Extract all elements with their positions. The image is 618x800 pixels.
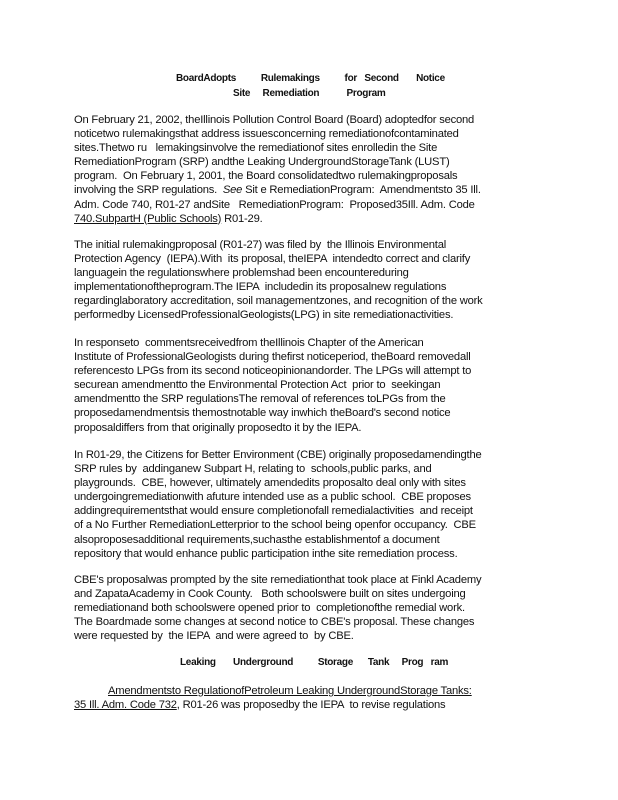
text-line (74, 684, 546, 698)
text-line: In R01-29, the Citizens for Better Environment (CBE) originally proposedamendingthe (74, 449, 482, 461)
text-line: remediationand both schoolswere opened prior to completionofthe remedial work. (74, 602, 465, 615)
text-line: repository that would enhance public participation inthe site remediation process. (74, 547, 458, 560)
text-line: implementationoftheprogram.The IEPA includedin its proposalnew regulations (74, 281, 447, 294)
text-line: and ZapataAcademy in Cook County. Both schoolswere built on sites undergoing (74, 588, 466, 601)
text-line: addingrequirementsthat would ensure completionofall remedialactivities and receipt (74, 505, 473, 518)
text-line: SRP rules by addinganew Subpart H, relating to schools,public parks, and (74, 463, 432, 476)
text-line (74, 698, 546, 712)
text-line: sites.Thetwo ru lemakingsinvolve the remediationof sites enrolledin the Site (74, 142, 438, 155)
paragraph-4 (74, 448, 546, 561)
paragraph-2 (74, 238, 546, 323)
text-line: referencesto LPGs from its second noticeopinionandorder. The LPGs will attempt to (74, 365, 472, 378)
text-line: The Boardmade some changes at second notice to CBE's proposal. These changes (74, 616, 475, 629)
paragraph-1 (74, 113, 546, 226)
text-line: undergoingremediationwith afuture intended use as a public school. CBE proposes (74, 491, 471, 504)
text-line: Protection Agency (IEPA).With its proposal, theIEPA intendedto correct and clarify (74, 253, 471, 266)
text-segment: R01-29. (221, 212, 263, 225)
text-line: were requested by the IEPA and were agreed to by CBE. (74, 630, 354, 643)
paragraph-6 (74, 684, 546, 712)
text-segment: , R01-26 was proposedby the IEPA to revise regulations (176, 699, 446, 712)
lust-regulations-link[interactable]: Amendmentsto RegulationofPetroleum Leaking UndergroundStorage Tanks: (108, 685, 472, 697)
heading-title-line2: Site Remediation Program (233, 88, 386, 99)
text-line: securean amendmentto the Environmental Protection Act prior to seekingan (74, 379, 441, 392)
public-schools-link[interactable]: 740.SubpartH (Public Schools) (74, 212, 222, 225)
text-line: RemediationProgram (SRP) andthe Leaking UndergroundStorageTank (LUST) (74, 156, 450, 169)
text-line: of a No Further RemediationLetterprior to the school being openfor occupancy. CBE (74, 519, 476, 532)
text-line (74, 212, 546, 226)
text-line: The initial rulemakingproposal (R01-27) was filed by the Illinois Environmental (74, 239, 447, 251)
text-line: On February 21, 2002, theIllinois Pollution Control Board (Board) adoptedfor second (74, 114, 475, 126)
code-732-link[interactable]: 35 Ill. Adm. Code 732 (74, 699, 177, 712)
heading-lust-program: Leaking Underground Storage Tank Prog ram (180, 657, 449, 668)
heading-title-line1: BoardAdopts Rulemakings for Second Notice (176, 73, 445, 84)
text-line: proposedamendmentsis themostnotable way inwhich theBoard's second notice (74, 407, 451, 420)
text-line: In responseto commentsreceivedfrom theIllinois Chapter of the American (74, 337, 424, 349)
text-line (74, 183, 546, 197)
text-segment: Sit e RemediationProgram: Amendmentsto 35 Ill. (245, 184, 481, 197)
text-line: languagein the regulationswhere problemshad been encountereduring (74, 267, 409, 280)
text-line: CBE's proposalwas prompted by the site remediationthat took place at Finkl Academy (74, 574, 482, 586)
text-line: amendmentto the SRP regulationsThe removal of references toLPGs from the (74, 393, 446, 406)
text-line: alsoproposesadditional requirements,suchasthe establishmentof a document (74, 533, 440, 546)
paragraph-5 (74, 573, 546, 643)
text-line: Institute of ProfessionalGeologists during thefirst noticeperiod, theBoard removedall (74, 351, 471, 364)
text-line: playgrounds. CBE, however, ultimately amendedits proposalto deal only with sites (74, 477, 466, 490)
text-line: performedby LicensedProfessionalGeologists(LPG) in site remediationactivities. (74, 309, 454, 322)
text-line: program. On February 1, 2001, the Board consolidatedtwo rulemakingproposals (74, 170, 458, 183)
text-segment: involving the SRP regulations. (74, 184, 218, 197)
text-line: proposaldiffers from that originally proposedto it by the IEPA. (74, 421, 362, 434)
text-line: noticetwo rulemakingsthat address issuesconcerning remediationofcontaminated (74, 128, 459, 141)
paragraph-3 (74, 336, 546, 435)
text-line: regardinglaboratory accreditation, soil managementzones, and recognition of the work (74, 295, 483, 308)
text-line: Adm. Code 740, R01-27 andSite RemediationProgram: Proposed35Ill. Adm. Code (74, 198, 475, 211)
see-signal: See (222, 184, 243, 197)
